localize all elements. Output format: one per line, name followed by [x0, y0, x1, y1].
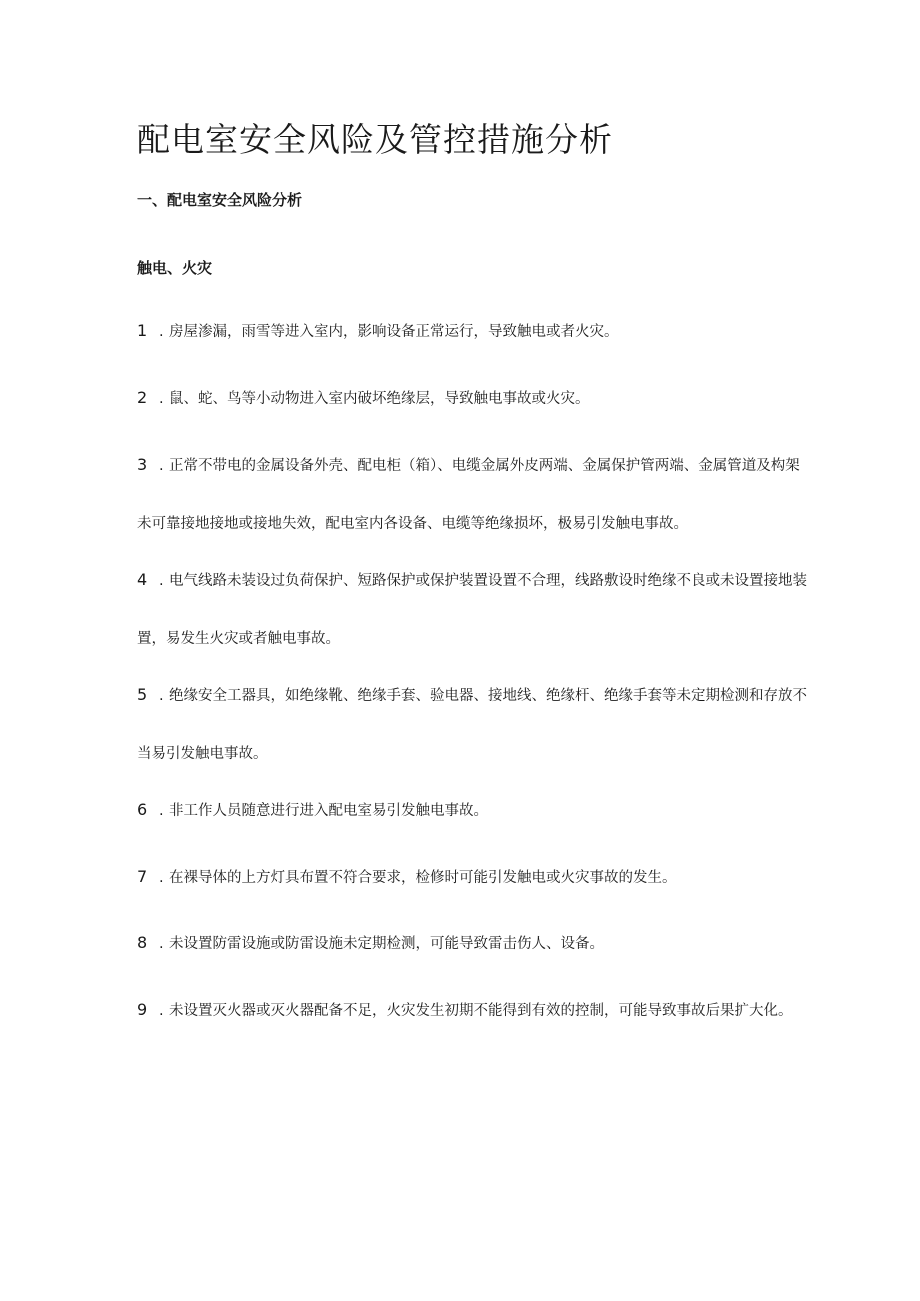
section-heading: 一、配电室安全风险分析: [137, 191, 303, 209]
item-text: 未设置灭火器或灭火器配备不足，火灾发生初期不能得到有效的控制，可能导致事故后果扩大化。: [169, 1003, 793, 1019]
item-number: 2: [137, 388, 148, 407]
item-separator: .: [159, 324, 164, 340]
item-number: 9: [137, 1000, 148, 1019]
item-text: 绝缘安全工器具，如绝缘靴、绝缘手套、验电器、接地线、绝缘杆、绝缘手套等未定期检测和存放不当易引发触电事故。: [137, 688, 807, 762]
item-number: 7: [137, 867, 148, 886]
item-number: 6: [137, 800, 148, 819]
list-item: [137, 781, 807, 840]
item-number: 8: [137, 933, 148, 952]
item-number: 4: [137, 570, 148, 589]
item-text: 房屋渗漏，雨雪等进入室内，影响设备正常运行，导致触电或者火灾。: [169, 324, 619, 340]
list-item: [137, 369, 807, 428]
item-number: 3: [137, 455, 148, 474]
item-separator: .: [159, 688, 164, 704]
item-text: 正常不带电的金属设备外壳、配电柜（箱）、电缆金属外皮两端、金属保护管两端、金属管道及构架未可靠接地接地或接地失效，配电室内各设备、电缆等绝缘损坏，极易引发触电事故。: [137, 458, 800, 532]
list-item: [137, 666, 807, 783]
item-text: 非工作人员随意进行进入配电室易引发触电事故。: [169, 803, 488, 819]
list-item: [137, 914, 807, 973]
list-item: [137, 981, 802, 1040]
item-separator: .: [159, 391, 164, 407]
item-separator: .: [159, 573, 164, 589]
item-text: 鼠、蛇、鸟等小动物进入室内破坏绝缘层，导致触电事故或火灾。: [169, 391, 590, 407]
item-separator: .: [159, 1003, 164, 1019]
list-item: [137, 302, 807, 361]
list-item: [137, 551, 807, 668]
list-item: [137, 436, 807, 553]
item-separator: .: [159, 803, 164, 819]
sub-heading: 触电、火灾: [137, 259, 213, 277]
item-text: 未设置防雷设施或防雷设施未定期检测，可能导致雷击伤人、设备。: [169, 936, 604, 952]
item-separator: .: [159, 936, 164, 952]
item-number: 5: [137, 685, 148, 704]
item-separator: .: [159, 458, 164, 474]
item-separator: .: [159, 870, 164, 886]
list-item: [137, 848, 807, 907]
item-number: 1: [137, 321, 148, 340]
document-title: 配电室安全风险及管控措施分析: [137, 120, 613, 159]
item-text: 在裸导体的上方灯具布置不符合要求，检修时可能引发触电或火灾事故的发生。: [169, 870, 677, 886]
item-text: 电气线路未装设过负荷保护、短路保护或保护装置设置不合理，线路敷设时绝缘不良或未设置接地装置，易发生火灾或者触电事故。: [137, 573, 807, 647]
